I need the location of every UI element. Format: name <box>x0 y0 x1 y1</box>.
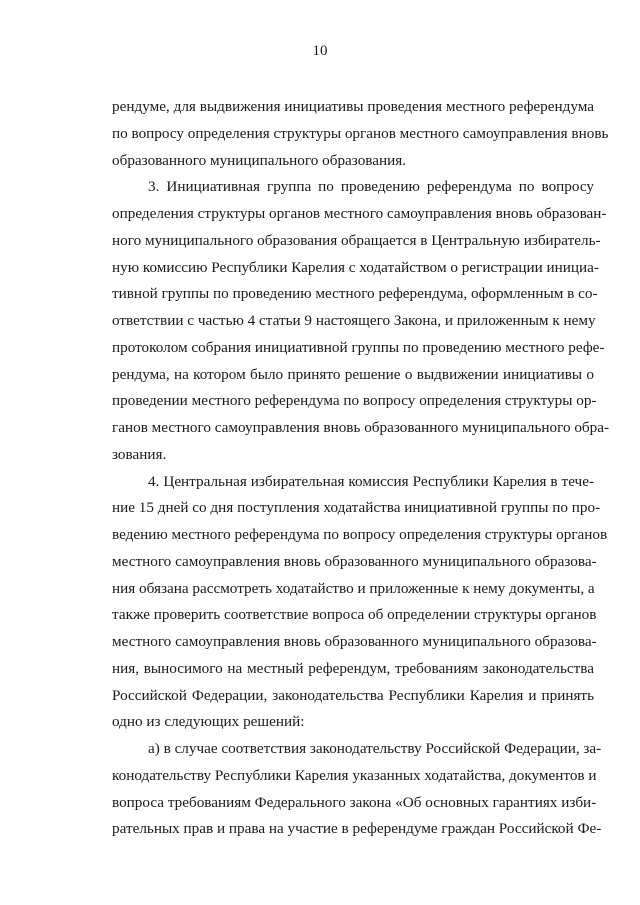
text-line: образованного муниципального образования. <box>112 151 407 169</box>
text-line: определения структуры органов местного самоуправления вновь образован- <box>112 205 607 222</box>
text-line: 3. Инициативная группа по проведению референдума по вопросу <box>148 178 594 196</box>
text-line: местного самоуправления вновь образованного муниципального образова- <box>112 552 597 570</box>
text-line: зования. <box>112 445 167 463</box>
text-line: ного муниципального образования обращается в Центральную избиратель- <box>112 231 601 249</box>
text-line: ния, выносимого на местный референдум, требованиям законодательства <box>112 659 594 677</box>
text-line: ведению местного референдума по вопросу определения структуры органов <box>112 526 608 543</box>
text-line: ганов местного самоуправления вновь образованного муниципального обра- <box>112 419 610 436</box>
text-line: проведении местного референдума по вопросу определения структуры ор- <box>112 392 597 410</box>
text-line: ответствии с частью 4 статьи 9 настоящего Закона, и приложенным к нему <box>112 312 596 329</box>
text-line: протоколом собрания инициативной группы по проведению местного рефе- <box>112 338 605 356</box>
paragraph <box>112 469 608 737</box>
text-line: местного самоуправления вновь образованного муниципального образова- <box>112 633 597 650</box>
text-line: по вопросу определения структуры органов местного самоуправления вновь <box>112 124 609 142</box>
paragraph <box>112 736 602 843</box>
text-line: Российской Федерации, законодательства Республики Карелия и принять <box>112 686 594 704</box>
text-line: одно из следующих решений: <box>112 713 305 731</box>
text-line: также проверить соответствие вопроса об определении структуры органов <box>112 606 597 624</box>
paragraph <box>112 94 609 174</box>
text-line: ние 15 дней со дня поступления ходатайства инициативной группы по про- <box>112 499 601 517</box>
page-number: 10 <box>312 43 328 59</box>
text-line: конодательству Республики Карелия указанных ходатайства, документов и <box>112 766 597 784</box>
paragraph <box>112 174 610 468</box>
text-line: тивной группы по проведению местного референдума, оформленным в со- <box>112 285 598 303</box>
document-body <box>112 94 610 843</box>
text-line: вопроса требованиям Федерального закона «Об основных гарантиях изби- <box>112 793 597 811</box>
text-line: ную комиссию Республики Карелия с ходатайством о регистрации инициа- <box>112 258 599 276</box>
text-line: рендума, на котором было принято решение о выдвижении инициативы о <box>112 365 594 383</box>
text-line: ния обязана рассмотреть ходатайство и приложенные к нему документы, а <box>112 579 595 597</box>
text-line: рательных прав и права на участие в референдуме граждан Российской Фе- <box>112 820 602 838</box>
text-line: рендуме, для выдвижения инициативы проведения местного референдума <box>112 98 594 115</box>
text-line: а) в случае соответствия законодательству Российской Федерации, за- <box>148 740 602 757</box>
text-line: 4. Центральная избирательная комиссия Республики Карелия в тече- <box>148 472 594 490</box>
